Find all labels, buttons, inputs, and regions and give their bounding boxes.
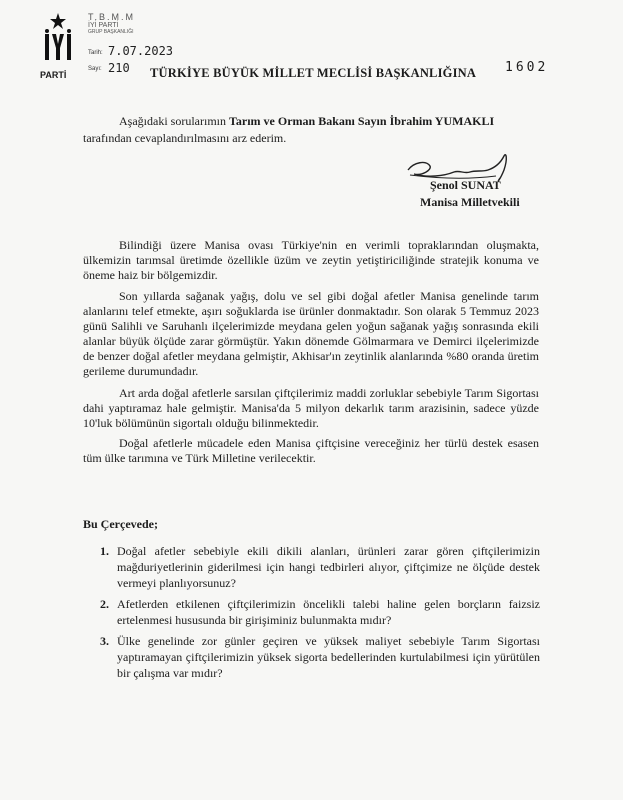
stamp-line: İYİ PARTİ <box>88 22 119 29</box>
stamp-line: GRUP BAŞKANLIĞI <box>88 29 134 35</box>
body-paragraph: Art arda doğal afetlerle sarsılan çiftçilerimiz maddi zorluklar sebebiyle Tarım Sigortası dahi yaptıramaz hale gelmiştir. Manisa'da 5 milyon dekarlık tarım arazisinin, sadece yüzde 10'luk bölümünün sigortalı olduğu bilinmektedir. <box>83 386 539 430</box>
intro-text <box>83 113 543 147</box>
number-value: 210 <box>108 61 130 75</box>
number-label: Sayı: <box>88 66 102 72</box>
question-number: 1. <box>100 544 109 558</box>
date-value: 7.07.2023 <box>108 44 174 58</box>
question-text: Afetlerden etkilenen çiftçilerimizin öncelikli talebi haline gelen borçların faizsiz ertelenmesi hususunda bir girişiminiz bulunmakta mıdır? <box>117 597 540 627</box>
signatory-name: Şenol SUNAT <box>430 178 501 192</box>
body-paragraph: Bilindiği üzere Manisa ovası Türkiye'nin en verimli topraklarından oluşmakta, ülkemizin tarımsal üretimde özellikle üzüm ve zeytin yetiştiriciliğinde stratejik konuma ve öneme haiz bir bölgemizdir. <box>83 238 539 282</box>
questions-heading: Bu Çerçevede; <box>83 517 158 531</box>
question-item <box>100 596 540 628</box>
question-number: 2. <box>100 597 109 611</box>
question-item <box>100 543 540 591</box>
addressee: Tarım ve Orman Bakanı Sayın İbrahim YUMAKLI <box>228 114 495 128</box>
party-label: PARTİ <box>40 70 67 80</box>
signatory-title: Manisa Milletvekili <box>420 195 520 209</box>
question-text: Doğal afetler sebebiyle ekili dikili alanları, ürünleri zarar gören çiftçilerimizin mağduriyetlerinin giderilmesi için hangi tedbirleri alıyor, çiftçimize ne ölçüde destek vermeyi planlıyorsunuz? <box>117 544 540 590</box>
body-paragraph: Doğal afetlerle mücadele eden Manisa çiftçisine vereceğiniz her türlü destek esasen tüm ülke tarımına ve Türk Milletine verilecektir. <box>83 436 539 465</box>
question-item <box>100 633 540 681</box>
question-number: 3. <box>100 634 109 648</box>
institution-heading: TÜRKİYE BÜYÜK MİLLET MECLİSİ BAŞKANLIĞINA <box>150 66 477 80</box>
date-label: Tarih: <box>88 50 103 56</box>
receipt-stamp <box>88 12 135 35</box>
intro-prefix: Aşağıdaki sorularımın <box>119 114 229 128</box>
stamp-line: T.B.M.M <box>88 12 135 22</box>
intro-suffix: tarafından cevaplandırılmasını arz ederim. <box>83 131 287 145</box>
question-text: Ülke genelinde zor günler geçiren ve yüksek maliyet sebebiyle Tarım Sigortası yaptıramayan çiftçilerimizin yüksek sigorta bedellerinden kurtulabilmesi için yürütülen bir çalışma var mıdır? <box>117 634 540 680</box>
document-number: 1602 <box>505 60 549 75</box>
body-paragraph: Son yıllarda sağanak yağış, dolu ve sel gibi doğal afetler Manisa genelinde tarım alanlarını telef etmekte, aşırı soğuklarda ise ürünler donmaktadır. Son olarak 5 Temmuz 2023 günü Salihli ve Saruhanlı ilçelerimizde meydana gelen yoğun sağanak yağış sonrasında ekili alanlar büyük ölçüde zarar görmüştür. Yakın dönemde Gölmarmara ve Demirci ilçelerimizde de benzer doğal afetler meydana gelmiştir, Akhisar'ın zeytinlik alanlarında %80 oranda üretim gerileme durumundadır. <box>83 289 539 378</box>
